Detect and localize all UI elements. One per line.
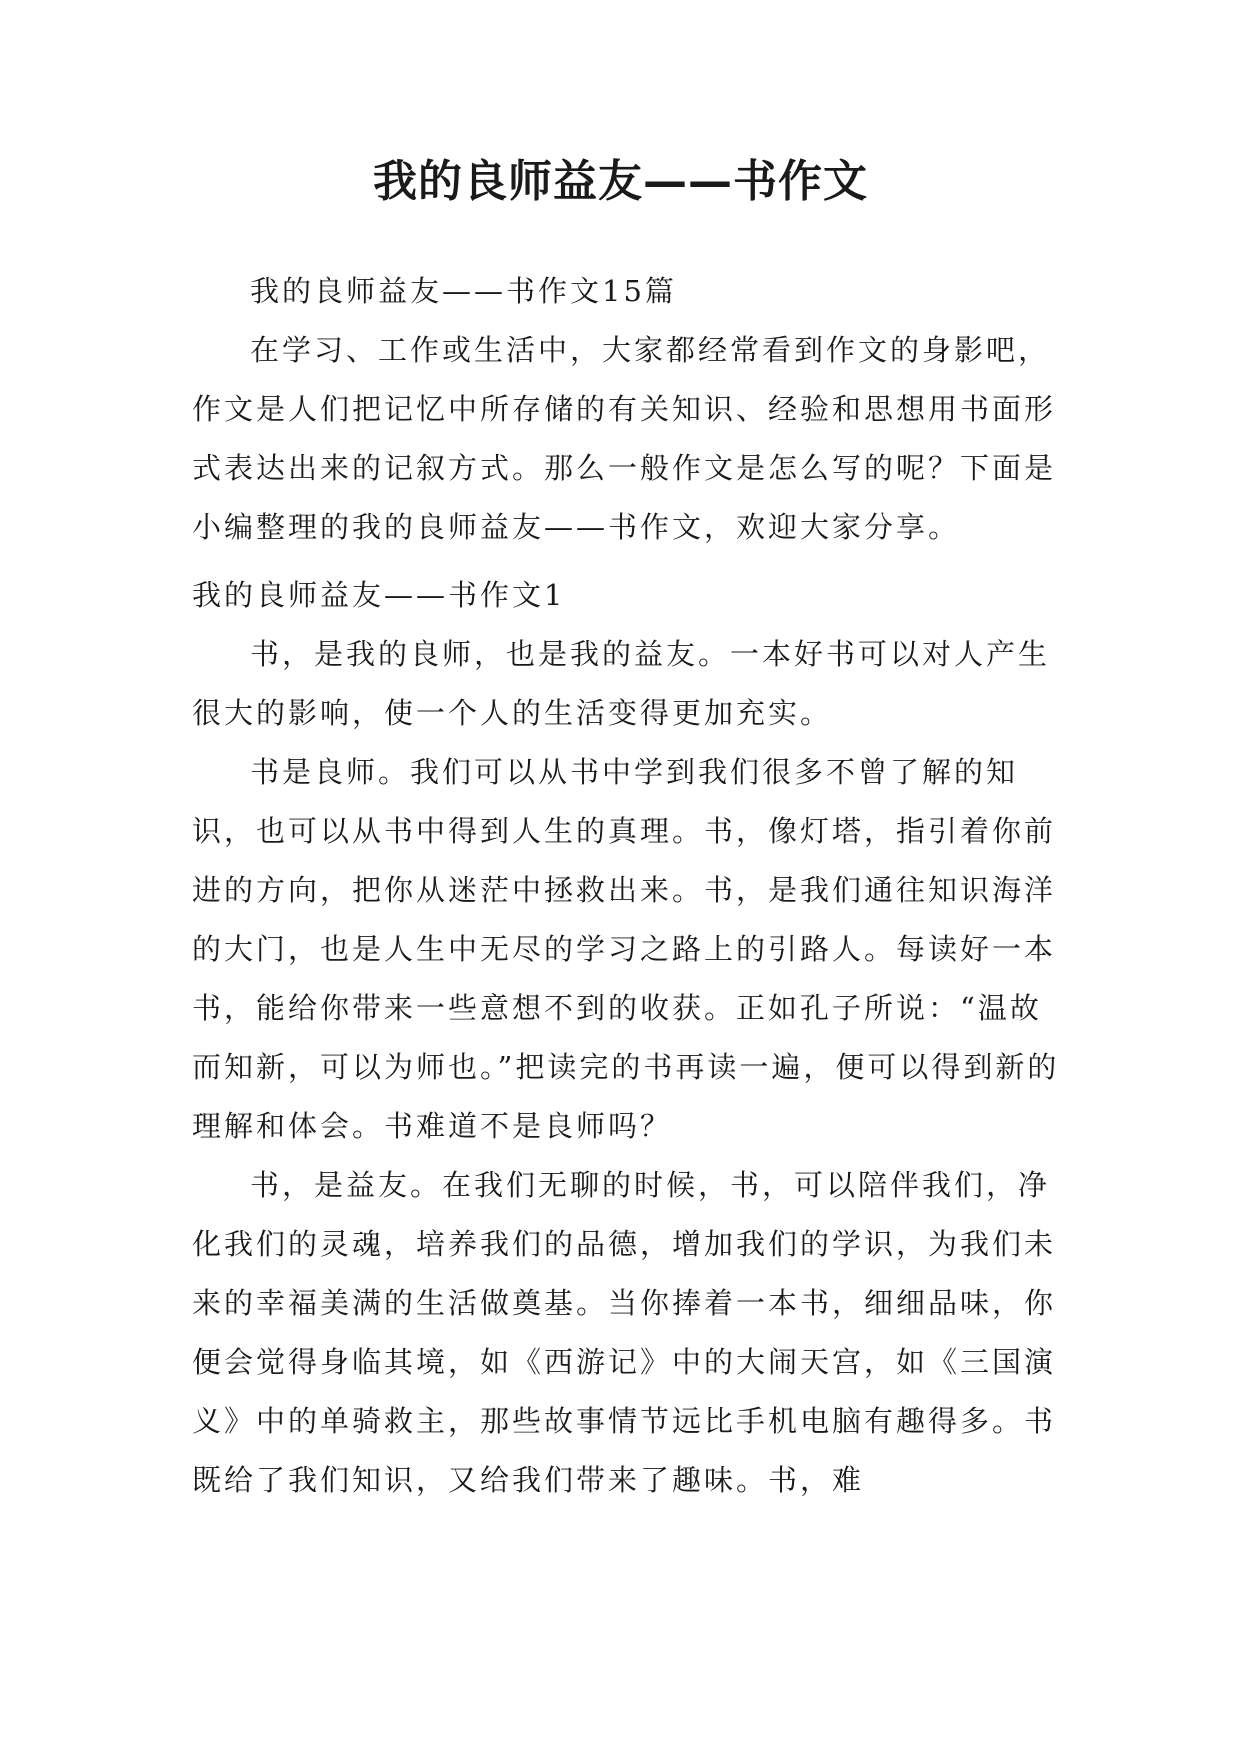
intro-line: 我的良师益友——书作文15篇 — [250, 274, 677, 308]
intro-paragraph: 在学习、工作或生活中，大家都经常看到作文的身影吧，作文是人们把记忆中所存储的有关知识、经验和思想用书面形式表达出来的记叙方式。那么一般作文是怎么写的呢？下面是小编整理的我的良师益友——书作文，欢迎大家分享。 — [192, 333, 1057, 544]
document-title: 我的良师益友——书作文 — [373, 156, 868, 207]
intro-block — [192, 262, 1072, 557]
paragraph: 书，是益友。在我们无聊的时候，书，可以陪伴我们，净化我们的灵魂，培养我们的品德，增加我们的学识，为我们未来的幸福美满的生活做奠基。当你捧着一本书，细细品味，你便会觉得身临其境，如《西游记》中的大闹天宫，如《三国演义》中的单骑救主，那些故事情节远比手机电脑有趣得多。书既给了我们知识，又给我们带来了趣味。书，难 — [192, 1168, 1057, 1497]
paragraph: 书，是我的良师，也是我的益友。一本好书可以对人产生很大的影响，使一个人的生活变得更加充实。 — [192, 637, 1051, 730]
section-1 — [192, 566, 1072, 1510]
paragraph: 书是良师。我们可以从书中学到我们很多不曾了解的知识，也可以从书中得到人生的真理。书，像灯塔，指引着你前进的方向，把你从迷茫中拯救出来。书，是我们通往知识海洋的大门，也是人生中无尽的学习之路上的引路人。每读好一本书，能给你带来一些意想不到的收获。正如孔子所说：“温故而知新，可以为师也。”把读完的书再读一遍，便可以得到新的理解和体会。书难道不是良师吗？ — [192, 755, 1060, 1143]
section-heading: 我的良师益友——书作文1 — [192, 578, 566, 612]
